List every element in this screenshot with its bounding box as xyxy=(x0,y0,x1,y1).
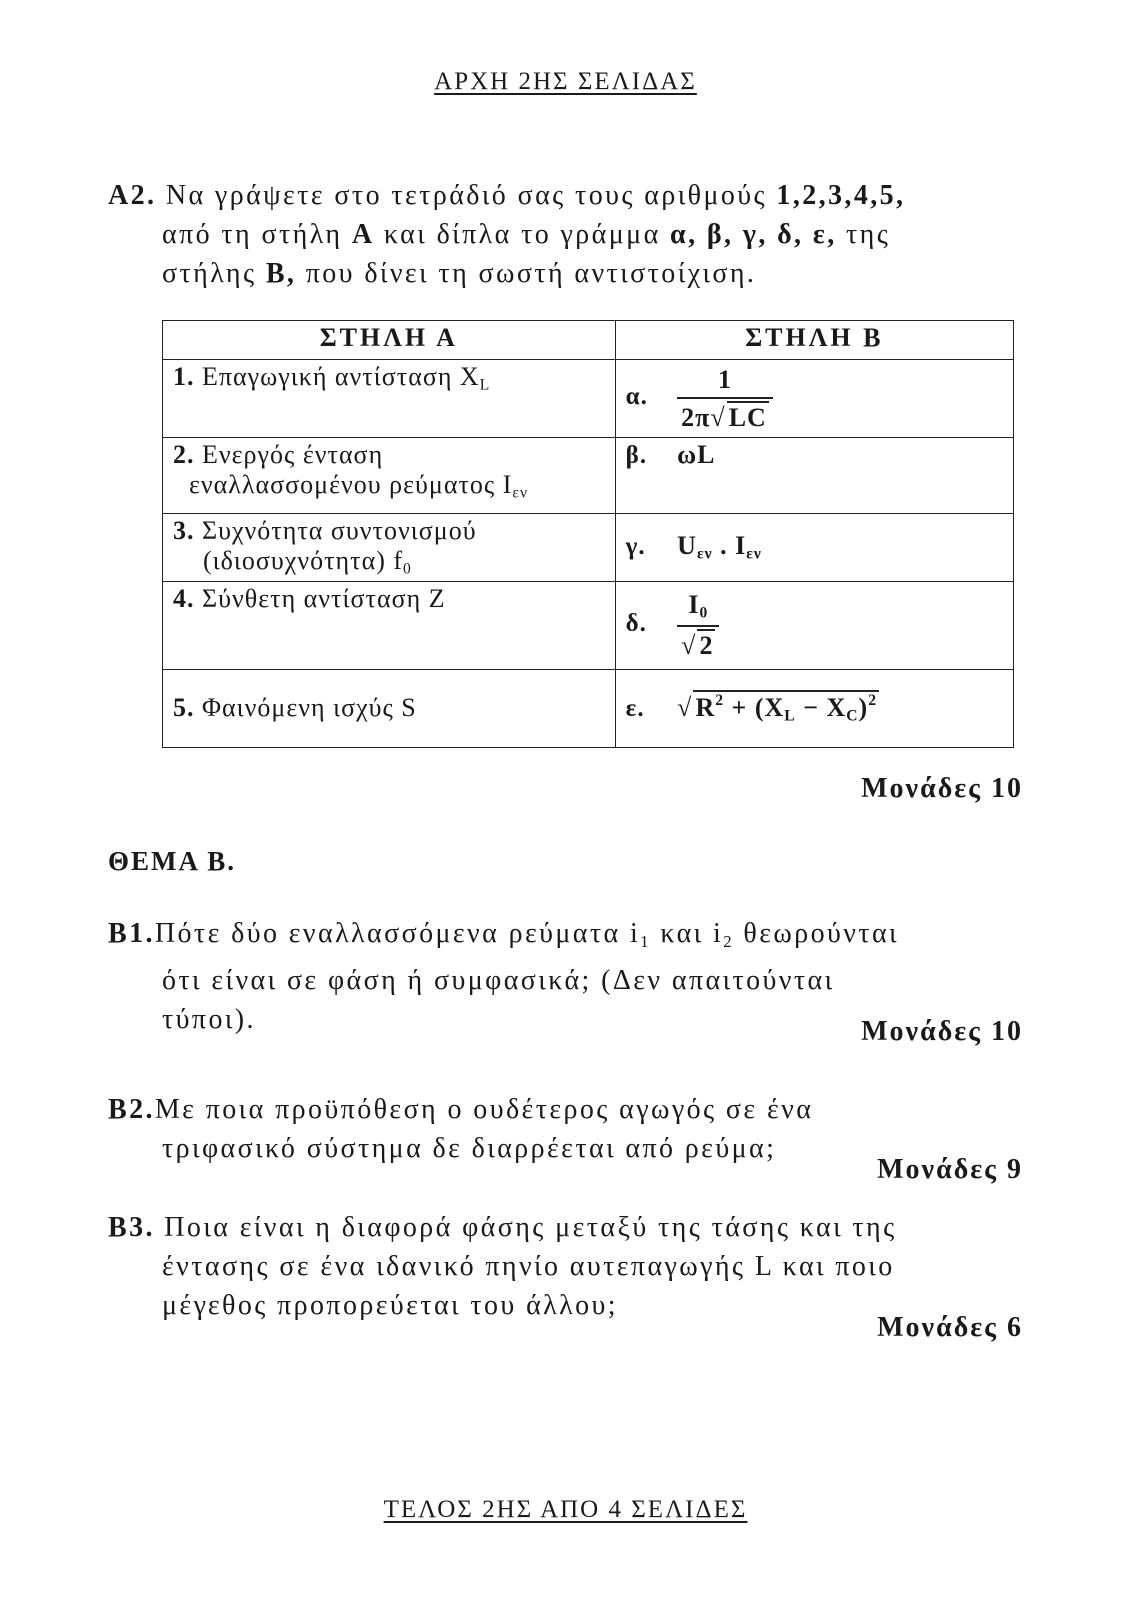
formula-fraction xyxy=(677,590,719,661)
question-text-bold: 1,2,3,4,5, xyxy=(776,180,906,211)
column-b-cell xyxy=(615,360,1013,438)
option-label: α. xyxy=(625,383,648,411)
fraction-numerator xyxy=(684,590,712,625)
question-text-bold: Α xyxy=(351,219,375,250)
item-subscript: L xyxy=(479,376,491,394)
subscript: 1 xyxy=(640,932,651,952)
question-text: μέγεθος προπορεύεται του άλλου; xyxy=(162,1290,618,1321)
formula-text xyxy=(677,531,762,563)
item-number: 2. xyxy=(173,440,195,469)
question-text: που δίνει τη σωστή αντιστοίχιση. xyxy=(296,258,757,289)
formula-text: √ $R^2 + (X_L - X_C)^2$ xyxy=(677,692,878,725)
formula-subscript: L xyxy=(784,707,796,725)
column-a-header: ΣΤΗΛΗ Α xyxy=(163,321,616,360)
formula-superscript: 2 xyxy=(868,692,878,710)
question-text: τριφασικό σύστημα δε διαρρέεται από ρεύμα; xyxy=(162,1133,777,1164)
score-a2: Μονάδες 10 xyxy=(861,773,1023,804)
column-b-cell xyxy=(615,438,1013,514)
formula-part: U xyxy=(677,531,697,560)
numerator-text: I xyxy=(688,589,700,619)
page-footer: ΤΕΛΟΣ 2ΗΣ ΑΠΟ 4 ΣΕΛΙΔΕΣ xyxy=(383,1496,748,1523)
formula-subscript: C xyxy=(846,707,859,725)
fraction-denominator: 2π√ LC xyxy=(677,397,773,433)
question-text-bold: α, β, γ, δ, ε, xyxy=(670,219,837,250)
item-number: 4. xyxy=(173,583,195,613)
item-text: εναλλασσομένου ρεύματος I xyxy=(189,470,513,499)
item-text: Συχνότητα συντονισμού xyxy=(194,516,477,545)
score-b2: Μονάδες 9 xyxy=(877,1154,1023,1185)
column-a-cell xyxy=(163,514,616,582)
question-text-bold: Β, xyxy=(265,258,297,289)
denominator-text: 2π xyxy=(681,402,711,432)
question-text: ότι είναι σε φάση ή συμφασικά; (Δεν απαιτούνται xyxy=(162,965,835,997)
formula-part: . I xyxy=(712,531,747,560)
question-text: της xyxy=(836,219,891,250)
question-text: από τη στήλη xyxy=(162,219,352,250)
column-a-cell xyxy=(163,360,616,438)
option-label: γ. xyxy=(625,533,646,560)
sqrt-radicand: LC xyxy=(728,402,767,432)
question-text: και i xyxy=(650,918,724,949)
question-text: θεωρούνται xyxy=(734,918,899,949)
column-b-cell xyxy=(615,581,1013,669)
item-text: Ενεργός ένταση xyxy=(202,440,384,469)
item-subscript: εν xyxy=(512,484,528,502)
formula-subscript: εν xyxy=(696,545,713,563)
page-header: ΑΡΧΗ 2ΗΣ ΣΕΛΙΔΑΣ xyxy=(434,68,697,95)
column-b-cell xyxy=(615,514,1013,582)
column-a-cell xyxy=(163,669,616,747)
column-a-cell xyxy=(163,581,616,669)
item-number: 3. xyxy=(173,516,195,545)
question-text: στήλης xyxy=(162,258,266,289)
column-b-header: ΣΤΗΛΗ Β xyxy=(615,321,1013,360)
formula-part: R xyxy=(695,693,716,723)
item-text: Φαινόμενη ισχύς S xyxy=(202,693,417,723)
question-b3 xyxy=(108,1208,1023,1325)
column-a-cell xyxy=(163,438,616,514)
question-number: Β1. xyxy=(108,918,155,949)
question-text: και δίπλα το γράμμα xyxy=(374,219,671,250)
option-label: β. xyxy=(625,442,648,469)
question-text: Πότε δύο εναλλασσόμενα ρεύματα i xyxy=(154,918,641,949)
formula-part: + (X xyxy=(724,693,785,723)
item-text: Σύνθετη αντίσταση Z xyxy=(202,583,446,613)
question-number: Β2. xyxy=(108,1094,155,1125)
sqrt-radicand xyxy=(693,690,879,726)
question-text: έντασης σε ένα ιδανικό πηνίο αυτεπαγωγής L και ποιο xyxy=(162,1251,895,1282)
item-number: 1. xyxy=(173,362,195,391)
matching-table xyxy=(162,320,1014,748)
question-text: τύποι). xyxy=(162,1004,256,1036)
question-text: Να γράψετε στο τετράδιό σας τους αριθμούς xyxy=(165,180,777,211)
subscript: 2 xyxy=(723,932,734,952)
score-b1: Μονάδες 10 xyxy=(861,1016,1023,1047)
item-text: (ιδιοσυχνότητα) f xyxy=(203,546,404,575)
formula-part: − X xyxy=(795,693,847,723)
formula-superscript: 2 xyxy=(715,692,725,710)
score-b3: Μονάδες 6 xyxy=(877,1312,1023,1343)
question-number: Α2. xyxy=(108,180,157,211)
item-text: Επαγωγική αντίσταση X xyxy=(202,362,480,391)
option-label: δ. xyxy=(625,610,647,638)
item-subscript: 0 xyxy=(403,560,412,578)
column-b-cell xyxy=(615,669,1013,747)
question-text: Ποια είναι η διαφορά φάσης μεταξύ της τάσης και της xyxy=(164,1212,897,1243)
fraction-numerator: 1 xyxy=(718,364,732,394)
formula-fraction xyxy=(677,365,773,433)
formula-part: ) xyxy=(858,693,869,723)
question-text: Με ποια προϋπόθεση ο ουδέτερος αγωγός σε ένα xyxy=(154,1094,814,1125)
question-number: Β3. xyxy=(108,1212,155,1243)
formula-text: ωL xyxy=(677,440,716,469)
numerator-subscript: 0 xyxy=(699,604,709,622)
question-a2 xyxy=(108,176,1023,293)
sqrt-radicand: 2 xyxy=(699,630,714,660)
item-number: 5. xyxy=(173,693,195,723)
fraction-denominator: √ 2 xyxy=(677,625,719,661)
formula-subscript: εν xyxy=(746,545,762,563)
option-label: ε. xyxy=(625,695,645,723)
section-title: ΘΕΜΑ Β. xyxy=(108,846,237,876)
